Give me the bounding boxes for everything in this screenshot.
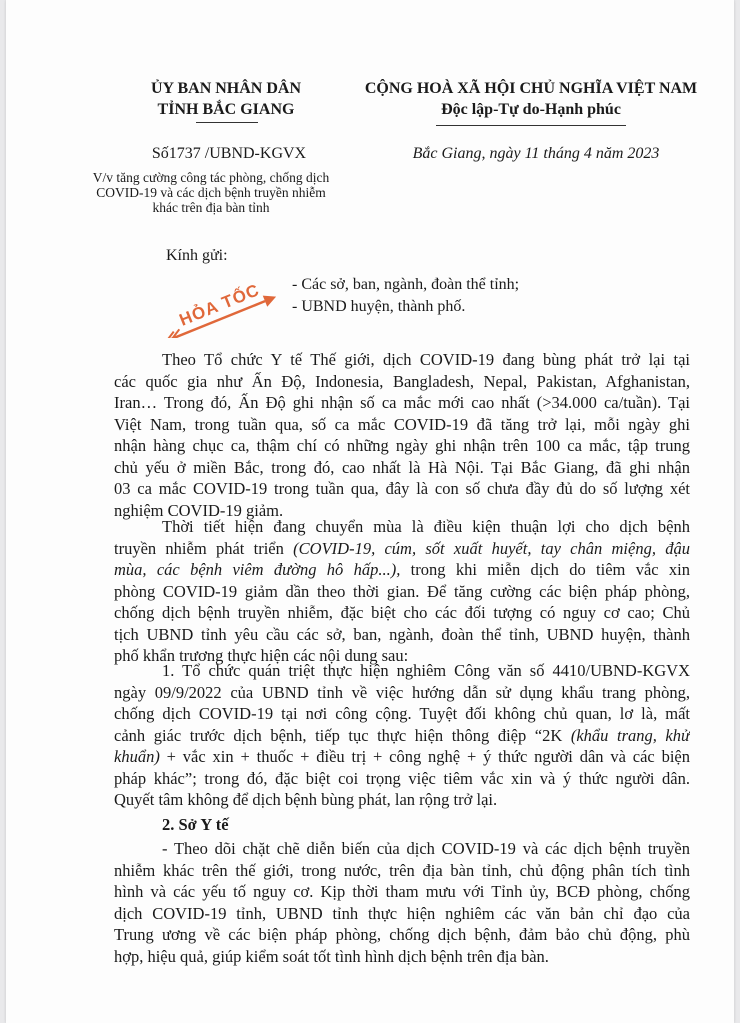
italic-run: (COVID-19, cúm, sốt xuất huyết, tay chân miệng, đậu — [293, 538, 690, 558]
org-divider — [196, 122, 258, 123]
org-name-line1: ỦY BAN NHÂN DÂN — [150, 80, 302, 97]
text-line: Theo Tổ chức Y tế Thế giới, dịch COVID-19 đang bùng phát trở lại tại — [162, 350, 690, 369]
national-title: CỘNG HOÀ XÃ HỘI CHỦ NGHĨA VIỆT NAM — [364, 80, 698, 97]
text-line: các quốc gia như Ấn Độ, Indonesia, Bangladesh, Nepal, Pakistan, Afghanistan, — [114, 371, 690, 391]
italic-run: mùa, các bệnh viêm đường hô hấp...), — [114, 560, 401, 579]
subject-line: COVID-19 và các dịch bệnh truyền nhiễm — [96, 185, 326, 200]
text-line — [114, 746, 690, 768]
text-line: 03 ca mắc COVID-19 trong tuần qua, đây là con số chưa đầy đủ do số lượng xét — [114, 479, 690, 498]
text-line: dịch COVID-19 tỉnh, UBND tỉnh thực hiện nghiêm các văn bản chỉ đạo của — [114, 903, 690, 923]
text-line — [114, 559, 690, 581]
text-line — [114, 725, 690, 747]
text-line: Trung ương về các biện pháp phòng, chống dịch bệnh, đảm bảo chủ động, phù — [114, 925, 690, 944]
text-line — [114, 538, 690, 560]
text-line: chống dịch bệnh truyền nhiễm, đặc biệt cho các đối tượng có nguy cơ cao; Chủ — [114, 603, 690, 622]
text-line: phòng COVID-19 giảm dần theo thời gian. Để tăng cường các biện pháp phòng, — [114, 581, 690, 601]
document-number: Số1737 /UBND-KGVX — [151, 145, 307, 162]
text-line: Quyết tâm không để dịch bệnh bùng phát, lan rộng trở lại. — [114, 790, 498, 809]
text-line: Iran… Trong đó, Ấn Độ ghi nhận số ca mắc mới cao nhất (>34.000 ca/tuần). Tại — [114, 393, 690, 412]
recipient-item: - Các sở, ban, ngành, đoàn thể tỉnh; — [292, 276, 520, 293]
text-line: 1. Tổ chức quán triệt thực hiện nghiêm Công văn số 4410/UBND-KGVX — [162, 661, 690, 680]
recipient-item: - UBND huyện, thành phố. — [292, 298, 466, 315]
document-subject — [72, 170, 350, 215]
text-line: chủ yếu ở miền Bắc, trong đó, cao nhất là Hà Nội. Tại Bắc Giang, đã ghi nhận — [114, 457, 690, 477]
paragraph-1 — [114, 349, 690, 521]
text-line: chống dịch COVID-19 tại nơi công cộng. Tuyệt đối không chủ quan, lơ là, mất — [114, 704, 690, 723]
section-heading: 2. Sở Y tế — [162, 815, 229, 834]
text-line: Việt Nam, trong tuần qua, số ca mắc COVID-19 đã tăng trở lại, mỗi ngày ghi — [114, 414, 690, 434]
paragraph-2 — [114, 516, 690, 667]
text-line: nhận hàng chục ca, thậm chí có những ngày ghi nhận trên 100 ca mắc, tập trung — [114, 436, 690, 455]
subject-line: khác trên địa bàn tỉnh — [152, 200, 270, 215]
paragraph-3 — [114, 660, 690, 811]
document-page — [6, 0, 734, 1023]
text-line: - Theo dõi chặt chẽ diễn biến của dịch COVID-19 và các dịch bệnh truyền — [162, 839, 690, 858]
text-run: truyền nhiễm phát triển — [114, 538, 294, 558]
text-line: phố khẩn trương thực hiện các nội dung sau: — [114, 646, 409, 665]
text-line: ngày 09/9/2022 của UBND tỉnh về việc hướng dẫn sử dụng khẩu trang phòng, — [114, 682, 690, 702]
subject-line: V/v tăng cường công tác phòng, chống dịch — [92, 170, 330, 185]
urgent-stamp-text: HỎA TỐC — [176, 280, 263, 330]
italic-run: khuẩn) — [114, 747, 160, 766]
greeting: Kính gửi: — [166, 247, 228, 264]
text-line: hợp, hiệu quả, giúp kiểm soát tốt tình hình dịch bệnh trên địa bàn. — [114, 946, 549, 966]
italic-run: (khẩu trang, khử — [570, 725, 690, 745]
text-run: trong khi miễn dịch do tiêm vắc xin — [400, 560, 690, 579]
paragraph-4 — [114, 838, 690, 967]
urgent-stamp — [156, 278, 276, 338]
text-line: Thời tiết hiện đang chuyển mùa là điều kiện thuận lợi cho dịch bệnh — [162, 517, 690, 536]
text-line: tịch UBND tỉnh yêu cầu các sở, ban, ngành, đoàn thể tỉnh, UBND huyện, thành — [114, 624, 690, 644]
text-run: + vắc xin + thuốc + điều trị + công nghệ + ý thức người dân và các biện — [159, 747, 690, 766]
org-name-line2: TỈNH BẮC GIANG — [157, 101, 295, 118]
national-motto: Độc lập-Tự do-Hạnh phúc — [441, 101, 621, 118]
text-line: nhiễm khác trên thế giới, trong nước, trên địa bàn tỉnh, chủ động phân tích tình — [114, 860, 690, 880]
text-line: pháp khác”; trong đó, đặc biệt coi trọng việc tiêm vắc xin và ý thức người dân. — [114, 768, 690, 788]
document-date: Bắc Giang, ngày 11 tháng 4 năm 2023 — [412, 145, 660, 162]
text-run: cảnh giác trước dịch bệnh, tiếp tục thực hiện thông điệp “2K — [114, 725, 571, 745]
text-line: nghiệm COVID-19 giảm. — [114, 500, 284, 520]
text-line: hình và các yếu tố nguy cơ. Kịp thời tham mưu với Tỉnh ủy, BCĐ phòng, chống — [114, 882, 690, 901]
motto-divider — [436, 125, 626, 126]
